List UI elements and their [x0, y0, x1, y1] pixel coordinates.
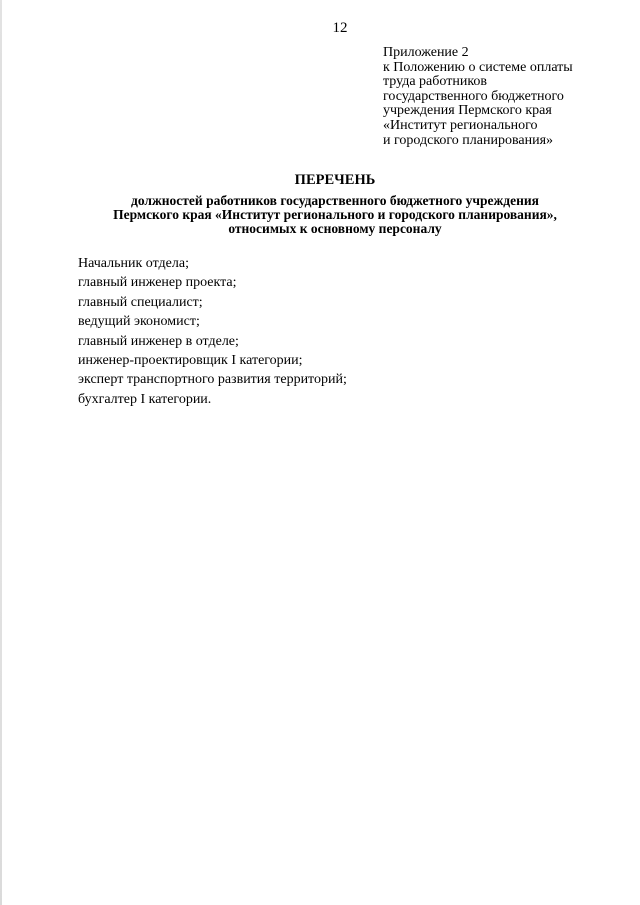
appendix-line: Приложение 2: [383, 45, 469, 60]
position-item: главный инженер в отделе;: [78, 333, 239, 349]
subtitle-line: относимых к основному персоналу: [228, 221, 442, 236]
position-item: инженер-проектировщик I категории;: [78, 353, 303, 369]
scan-edge: [0, 0, 2, 905]
position-item: главный специалист;: [78, 294, 203, 310]
page-number: 12: [332, 20, 348, 36]
appendix-line: труда работников: [383, 74, 488, 90]
position-item: ведущий экономист;: [78, 314, 200, 330]
position-item: бухгалтер I категории.: [78, 391, 212, 407]
position-item: Начальник отдела;: [78, 256, 189, 271]
appendix-line: учреждения Пермского края: [383, 103, 552, 119]
appendix-line: «Институт регионального: [383, 117, 538, 133]
document-title: ПЕРЕЧЕНЬ: [294, 172, 376, 188]
appendix-line: и городского планирования»: [383, 132, 554, 148]
positions-list: [78, 254, 347, 409]
appendix-line: к Положению о системе оплаты: [383, 59, 573, 75]
document-subtitle: [0, 194, 640, 236]
appendix-line: государственного бюджетного: [383, 88, 564, 104]
subtitle-line: должностей работников государственного бюджетного учреждения: [131, 193, 539, 208]
appendix-header: [383, 46, 573, 148]
position-item: эксперт транспортного развития территорий;: [78, 372, 347, 388]
position-item: главный инженер проекта;: [78, 275, 237, 291]
subtitle-line: Пермского края «Институт регионального и городского планирования»,: [113, 207, 557, 222]
